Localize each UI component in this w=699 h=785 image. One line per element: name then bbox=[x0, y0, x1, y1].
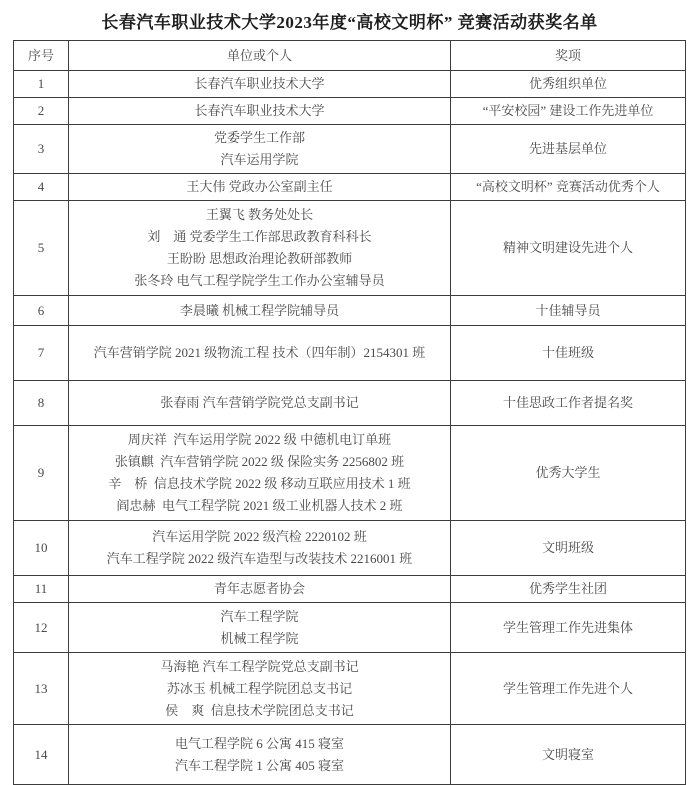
unit-line: 王盼盼 思想政治理论教研部教师 bbox=[166, 251, 353, 266]
award-cell: 优秀组织单位 bbox=[451, 71, 686, 98]
table-row bbox=[14, 125, 686, 174]
unit-cell bbox=[69, 426, 451, 521]
unit-cell bbox=[69, 381, 451, 426]
row-number-cell: 13 bbox=[14, 653, 69, 725]
unit-line: 辛 桥 信息技术学院 2022 级 移动互联应用技术 1 班 bbox=[108, 476, 411, 491]
award-cell: “平安校园” 建设工作先进单位 bbox=[451, 98, 686, 125]
unit-cell bbox=[69, 71, 451, 98]
unit-cell bbox=[69, 521, 451, 576]
row-number-cell: 3 bbox=[14, 125, 69, 174]
unit-cell bbox=[69, 98, 451, 125]
unit-cell bbox=[69, 725, 451, 785]
unit-line: 长春汽车职业技术大学 bbox=[194, 76, 325, 91]
page-title: 长春汽车职业技术大学2023年度“高校文明杯” 竞赛活动获奖名单 bbox=[101, 13, 598, 32]
award-cell: “高校文明杯” 竞赛活动优秀个人 bbox=[451, 174, 686, 201]
unit-line: 青年志愿者协会 bbox=[213, 581, 305, 596]
table-row bbox=[14, 71, 686, 98]
row-number-cell: 14 bbox=[14, 725, 69, 785]
award-cell: 文明寝室 bbox=[451, 725, 686, 785]
award-cell: 文明班级 bbox=[451, 521, 686, 576]
col-header-unit-or-person: 单位或个人 bbox=[69, 41, 451, 71]
unit-cell bbox=[69, 576, 451, 603]
row-number-cell: 1 bbox=[14, 71, 69, 98]
award-cell: 先进基层单位 bbox=[451, 125, 686, 174]
table-row bbox=[14, 381, 686, 426]
row-number-cell: 11 bbox=[14, 576, 69, 603]
unit-line: 党委学生工作部 bbox=[213, 130, 305, 145]
award-cell: 学生管理工作先进集体 bbox=[451, 603, 686, 653]
row-number-cell: 6 bbox=[14, 296, 69, 326]
award-cell: 学生管理工作先进个人 bbox=[451, 653, 686, 725]
award-cell: 十佳班级 bbox=[451, 326, 686, 381]
unit-line: 阎忠赫 电气工程学院 2021 级工业机器人技术 2 班 bbox=[116, 498, 403, 513]
table-row bbox=[14, 174, 686, 201]
unit-line: 刘 通 党委学生工作部思政教育科科长 bbox=[147, 229, 372, 244]
table-row bbox=[14, 326, 686, 381]
col-header-award: 奖项 bbox=[451, 41, 686, 71]
col-header-index: 序号 bbox=[14, 41, 69, 71]
award-cell: 优秀学生社团 bbox=[451, 576, 686, 603]
unit-line: 汽车运用学院 bbox=[220, 152, 299, 167]
unit-line: 张春雨 汽车营销学院党总支副书记 bbox=[160, 395, 359, 410]
unit-line: 汽车运用学院 2022 级汽检 2220102 班 bbox=[152, 529, 367, 544]
unit-cell bbox=[69, 201, 451, 296]
table-row bbox=[14, 603, 686, 653]
table-row bbox=[14, 426, 686, 521]
unit-cell bbox=[69, 296, 451, 326]
table-header bbox=[14, 41, 686, 71]
row-number-cell: 5 bbox=[14, 201, 69, 296]
award-cell: 精神文明建设先进个人 bbox=[451, 201, 686, 296]
unit-cell bbox=[69, 125, 451, 174]
unit-line: 汽车工程学院 1 公寓 405 寝室 bbox=[174, 757, 344, 773]
unit-cell bbox=[69, 603, 451, 653]
unit-line: 王大伟 党政办公室副主任 bbox=[186, 179, 333, 194]
row-number-cell: 8 bbox=[14, 381, 69, 426]
award-cell: 十佳思政工作者提名奖 bbox=[451, 381, 686, 426]
table-row bbox=[14, 653, 686, 725]
unit-line: 长春汽车职业技术大学 bbox=[194, 103, 325, 118]
unit-line: 汽车工程学院 bbox=[220, 608, 299, 624]
unit-line: 李晨曦 机械工程学院辅导员 bbox=[179, 302, 340, 318]
table-row bbox=[14, 725, 686, 785]
unit-cell bbox=[69, 653, 451, 725]
unit-line: 电气工程学院 6 公寓 415 寝室 bbox=[174, 735, 344, 751]
awards-table bbox=[13, 40, 686, 785]
row-number-cell: 12 bbox=[14, 603, 69, 653]
row-number-cell: 9 bbox=[14, 426, 69, 521]
unit-line: 周庆祥 汽车运用学院 2022 级 中德机电订单班 bbox=[127, 432, 392, 447]
header-row bbox=[14, 41, 686, 71]
unit-line: 王翼飞 教务处处长 bbox=[205, 207, 314, 222]
unit-line: 张镇麒 汽车营销学院 2022 级 保险实务 2256802 班 bbox=[114, 454, 405, 469]
unit-line: 汽车工程学院 2022 级汽车造型与改装技术 2216001 班 bbox=[106, 551, 413, 566]
row-number-cell: 10 bbox=[14, 521, 69, 576]
unit-line: 马海艳 汽车工程学院党总支副书记 bbox=[160, 658, 359, 674]
table-row bbox=[14, 296, 686, 326]
row-number-cell: 2 bbox=[14, 98, 69, 125]
table-row bbox=[14, 576, 686, 603]
unit-line: 机械工程学院 bbox=[220, 630, 299, 646]
unit-line: 汽车营销学院 2021 级物流工程 技术（四年制）2154301 班 bbox=[93, 345, 426, 360]
unit-cell bbox=[69, 326, 451, 381]
table-row bbox=[14, 98, 686, 125]
row-number-cell: 4 bbox=[14, 174, 69, 201]
table-row bbox=[14, 521, 686, 576]
row-number-cell: 7 bbox=[14, 326, 69, 381]
award-cell: 优秀大学生 bbox=[451, 426, 686, 521]
table-body bbox=[14, 71, 686, 785]
table-row bbox=[14, 201, 686, 296]
unit-line: 苏冰玉 机械工程学院团总支书记 bbox=[166, 680, 353, 696]
unit-cell bbox=[69, 174, 451, 201]
unit-line: 侯 爽 信息技术学院团总支书记 bbox=[165, 702, 354, 718]
award-cell: 十佳辅导员 bbox=[451, 296, 686, 326]
unit-line: 张冬玲 电气工程学院学生工作办公室辅导员 bbox=[134, 273, 385, 288]
